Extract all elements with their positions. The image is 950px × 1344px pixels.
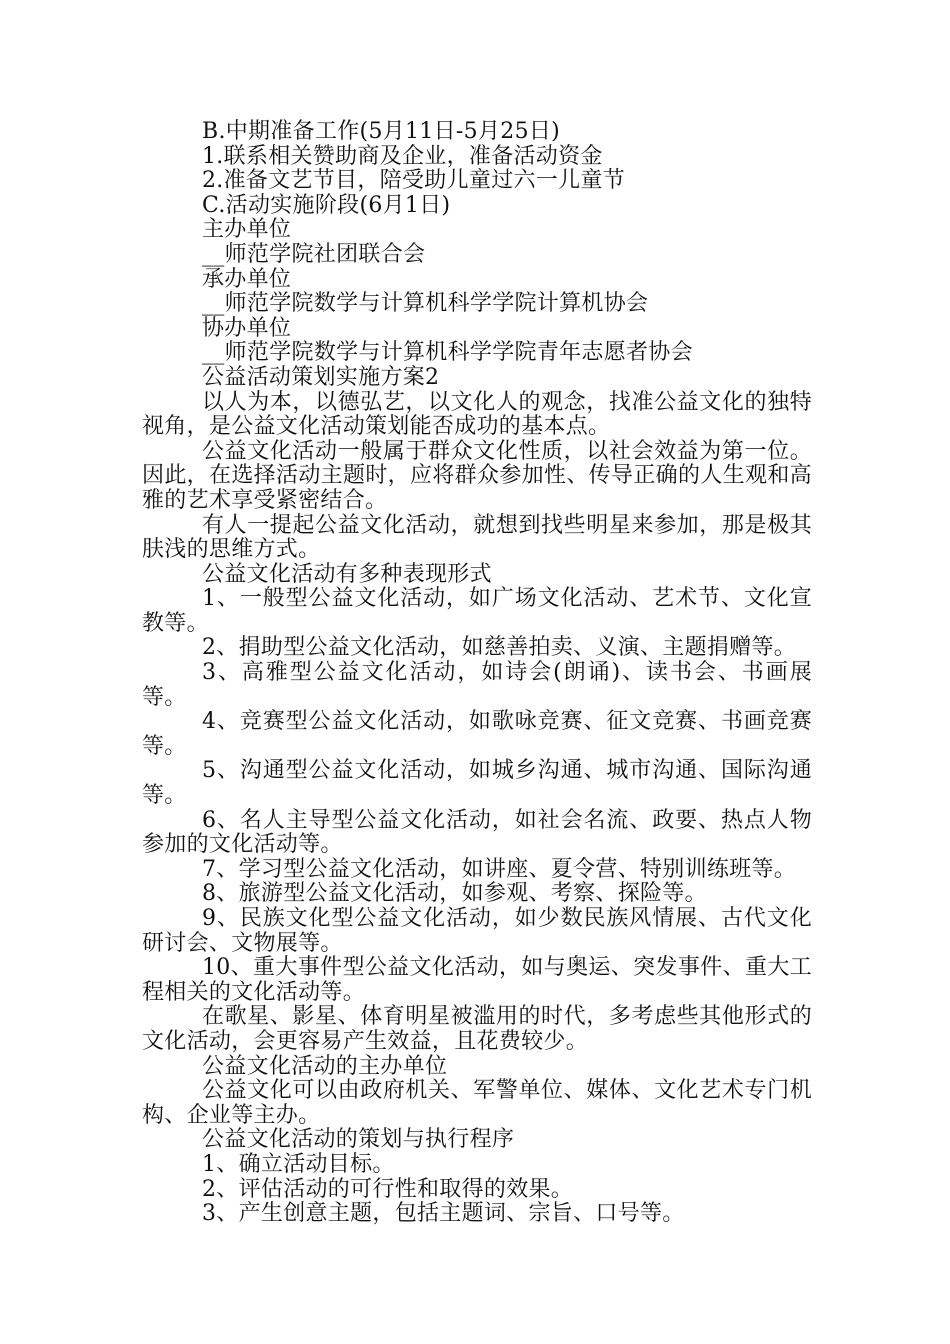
paragraph: __师范学院社团联合会 bbox=[202, 241, 426, 267]
paragraph: 2.准备文艺节目，陪受助儿童过六一儿童节 bbox=[202, 168, 625, 194]
list-item: 9、民族文化型公益文化活动，如少数民族风情展、古代文化研讨会、文物展等。 bbox=[142, 906, 812, 956]
paragraph: 公益文化活动有多种表现形式 bbox=[202, 561, 492, 587]
paragraph: 在歌星、影星、体育明星被滥用的时代，多考虑些其他形式的文化活动，会更容易产生效益，且花费较少。 bbox=[142, 1004, 812, 1054]
list-item: 3、产生创意主题，包括主题词、宗旨、口号等。 bbox=[202, 1201, 685, 1227]
list-item: 6、名人主导型公益文化活动，如社会名流、政要、热点人物参加的文化活动等。 bbox=[142, 807, 812, 858]
paragraph: 协办单位 bbox=[202, 315, 292, 341]
paragraph: 1.联系相关赞助商及企业，准备活动资金 bbox=[202, 143, 603, 169]
paragraph: 主办单位 bbox=[202, 217, 292, 243]
list-item: 4、竞赛型公益文化活动，如歌咏竞赛、征文竞赛、书画竞赛等。 bbox=[142, 709, 812, 759]
paragraph: 公益文化可以由政府机关、军警单位、媒体、文化艺术专门机构、企业等主办。 bbox=[142, 1078, 812, 1128]
paragraph: B.中期准备工作(5月11日-5月25日) bbox=[202, 119, 561, 144]
list-item: 3、高雅型公益文化活动，如诗会(朗诵)、读书会、书画展等。 bbox=[142, 660, 812, 710]
paragraph: 有人一提起公益文化活动，就想到找些明星来参加，那是极其肤浅的思维方式。 bbox=[142, 512, 812, 563]
document-body bbox=[142, 120, 812, 1227]
paragraph: 公益文化活动的策划与执行程序 bbox=[202, 1127, 515, 1153]
paragraph: 承办单位 bbox=[202, 266, 292, 292]
list-item: 2、评估活动的可行性和取得的效果。 bbox=[202, 1176, 574, 1202]
list-item: 1、一般型公益文化活动，如广场文化活动、艺术节、文化宣教等。 bbox=[142, 586, 812, 636]
list-item: 5、沟通型公益文化活动，如城乡沟通、城市沟通、国际沟通等。 bbox=[142, 758, 812, 809]
paragraph: 公益文化活动一般属于群众文化性质，以社会效益为第一位。因此，在选择活动主题时，应将群众参加性、传导正确的人生观和高雅的艺术享受紧密结合。 bbox=[142, 438, 812, 513]
paragraph: 公益文化活动的主办单位 bbox=[202, 1053, 448, 1079]
list-item: 10、重大事件型公益文化活动，如与奥运、突发事件、重大工程相关的文化活动等。 bbox=[142, 955, 812, 1005]
paragraph: __师范学院数学与计算机科学学院青年志愿者协会 bbox=[202, 340, 693, 366]
paragraph: C.活动实施阶段(6月1日) bbox=[202, 192, 451, 218]
list-item: 1、确立活动目标。 bbox=[202, 1151, 395, 1177]
paragraph: 以人为本，以德弘艺，以文化人的观念，找准公益文化的独特视角，是公益文化活动策划能否成功的基本点。 bbox=[142, 389, 812, 440]
list-item: 8、旅游型公益文化活动，如参观、考察、探险等。 bbox=[202, 881, 707, 907]
paragraph: __师范学院数学与计算机科学学院计算机协会 bbox=[202, 291, 649, 317]
list-item: 2、捐助型公益文化活动，如慈善拍卖、义演、主题捐赠等。 bbox=[202, 635, 797, 661]
section-heading: 公益活动策划实施方案2 bbox=[202, 364, 440, 390]
list-item: 7、学习型公益文化活动，如讲座、夏令营、特别训练班等。 bbox=[202, 856, 797, 882]
